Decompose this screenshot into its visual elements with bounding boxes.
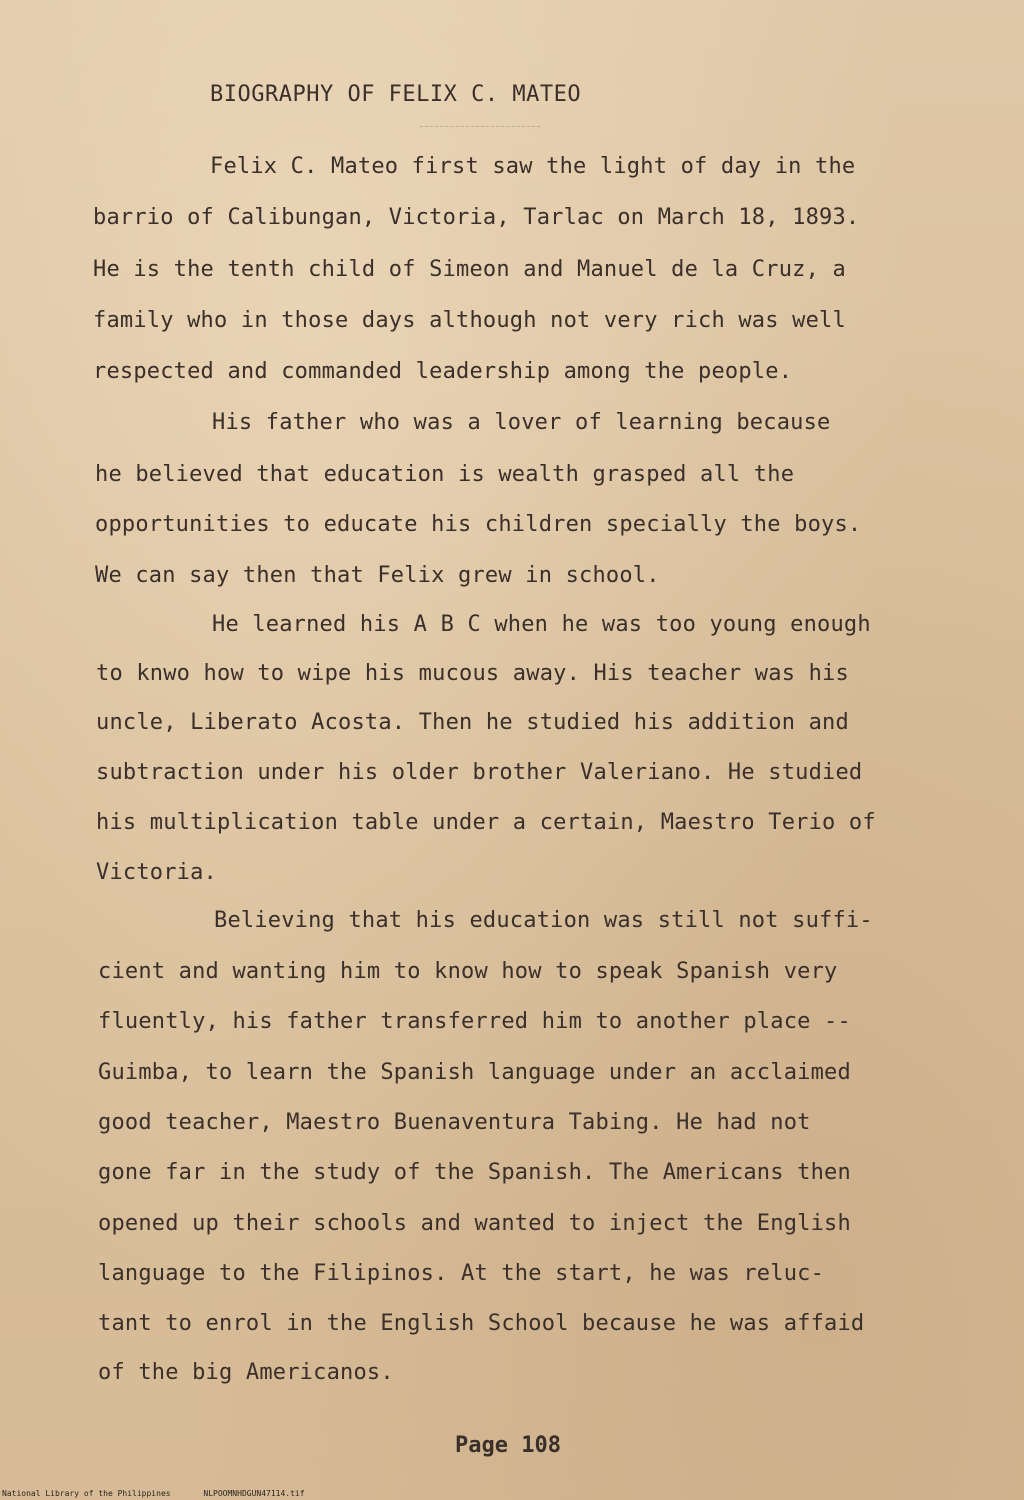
text-line-11: to knwo how to wipe his mucous away. His teacher was his [96,661,849,686]
text-line-21: gone far in the study of the Spanish. The Americans then [98,1160,851,1185]
text-line-4: family who in those days although not very rich was well [93,308,846,333]
text-line-1: Felix C. Mateo first saw the light of day in the [210,154,856,179]
text-line-12: uncle, Liberato Acosta. Then he studied his addition and [96,710,849,735]
text-line-8: opportunities to educate his children specially the boys. [95,512,862,537]
library-name: National Library of the Philippines [2,1489,171,1498]
text-line-9: We can say then that Felix grew in school. [95,563,660,588]
archive-caption [2,1489,333,1498]
text-line-13: subtraction under his older brother Valeriano. He studied [96,760,863,785]
text-line-7: he believed that education is wealth grasped all the [95,462,795,487]
text-line-19: Guimba, to learn the Spanish language under an acclaimed [98,1060,851,1085]
text-line-15: Victoria. [96,860,218,885]
text-line-14: his multiplication table under a certain, Maestro Terio of [96,810,876,835]
text-line-18: fluently, his father transferred him to another place -- [98,1009,851,1034]
page-number: Page 108 [455,1433,561,1458]
text-line-3: He is the tenth child of Simeon and Manuel de la Cruz, a [93,257,846,282]
text-line-5: respected and commanded leadership among the people. [93,359,793,384]
title-underline-mark [420,126,540,127]
text-line-17: cient and wanting him to know how to speak Spanish very [98,959,838,984]
text-line-25: of the big Americanos. [98,1360,394,1385]
text-line-22: opened up their schools and wanted to inject the English [98,1211,851,1236]
text-line-23: language to the Filipinos. At the start, he was reluc- [98,1261,825,1286]
text-line-6: His father who was a lover of learning because [212,410,831,435]
text-line-24: tant to enrol in the English School because he was affaid [98,1311,865,1336]
text-line-10: He learned his A B C when he was too young enough [212,612,871,637]
file-id: NLPOOMNHDGUN47114.tif [203,1489,305,1498]
text-line-2: barrio of Calibungan, Victoria, Tarlac on March 18, 1893. [93,205,860,230]
text-line-20: good teacher, Maestro Buenaventura Tabing. He had not [98,1110,811,1135]
text-line-16: Believing that his education was still not suffi- [214,908,873,933]
document-title: BIOGRAPHY OF FELIX C. MATEO [210,82,582,107]
